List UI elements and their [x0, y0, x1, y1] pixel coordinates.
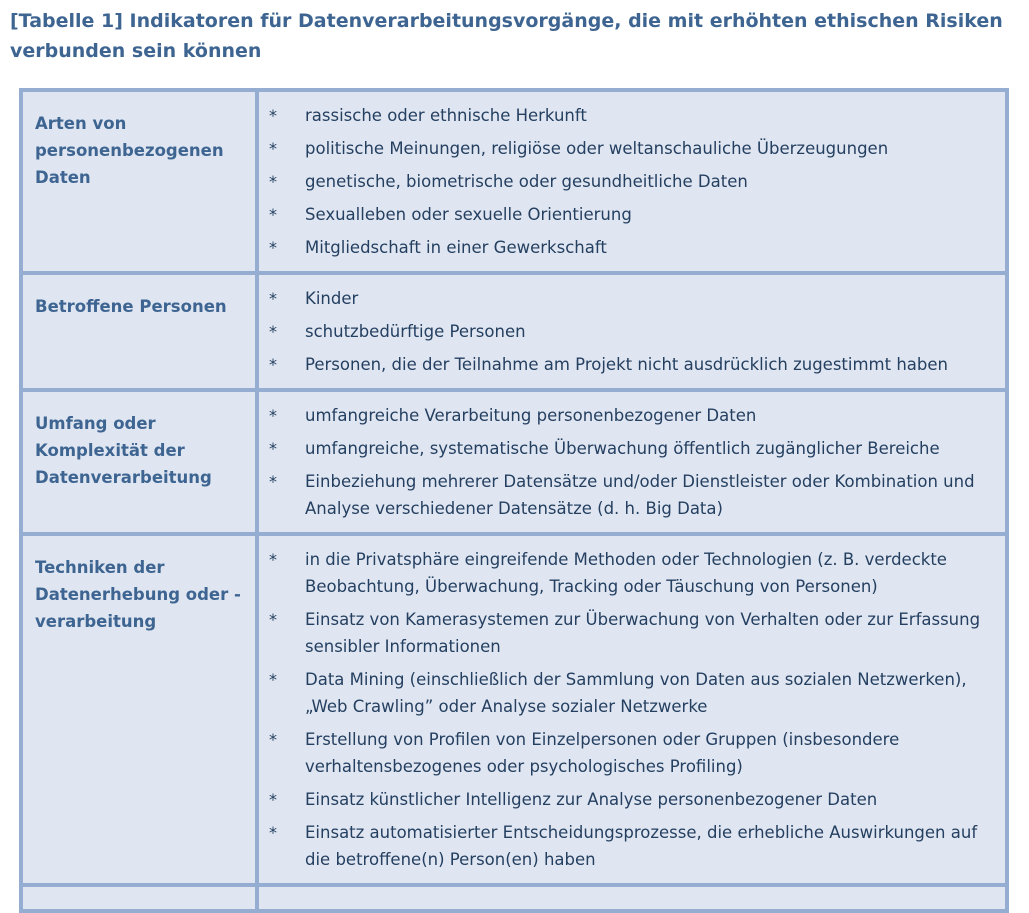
list-item	[259, 318, 995, 345]
list-item	[259, 135, 995, 162]
list-item	[259, 285, 995, 312]
list-item	[259, 201, 995, 228]
list-item	[259, 786, 995, 813]
table-title: [Tabelle 1] Indikatoren für Datenverarbeitungsvorgänge, die mit erhöhten ethischen Risiken verbunden sein können	[10, 10, 1003, 62]
indicator-list	[259, 102, 995, 261]
list-item	[259, 819, 995, 873]
list-item	[259, 351, 995, 378]
asterisk-bullet-icon: *	[269, 322, 277, 341]
asterisk-bullet-icon: *	[269, 823, 277, 842]
indicator-list	[259, 285, 995, 378]
list-item-text: Sexualleben oder sexuelle Orientierung	[305, 205, 632, 224]
list-item-text: Einsatz künstlicher Intelligenz zur Analyse personenbezogener Daten	[305, 790, 878, 809]
table-row	[23, 536, 1005, 883]
list-item-text: Data Mining (einschließlich der Sammlung von Daten aus sozialen Netzwerken), „Web Crawling” oder Analyse sozialer Netzwerke	[305, 670, 967, 716]
asterisk-bullet-icon: *	[269, 139, 277, 158]
list-item-text: umfangreiche, systematische Überwachung öffentlich zugänglicher Bereiche	[305, 439, 940, 458]
list-item-text: politische Meinungen, religiöse oder weltanschauliche Überzeugungen	[305, 139, 889, 158]
list-item	[259, 546, 995, 600]
indicator-list	[259, 546, 995, 873]
list-item	[259, 234, 995, 261]
asterisk-bullet-icon: *	[269, 355, 277, 374]
list-item	[259, 468, 995, 522]
list-item	[259, 606, 995, 660]
indicator-table-container	[19, 88, 1009, 888]
asterisk-bullet-icon: *	[269, 106, 277, 125]
list-item-text: rassische oder ethnische Herkunft	[305, 106, 587, 125]
asterisk-bullet-icon: *	[269, 289, 277, 308]
list-item-text: Personen, die der Teilnahme am Projekt nicht ausdrücklich zugestimmt haben	[305, 355, 948, 374]
row-category-label: Techniken der Datenerhebung oder -verarbeitung	[23, 536, 255, 883]
asterisk-bullet-icon: *	[269, 172, 277, 191]
row-indicator-cell	[259, 92, 1005, 271]
list-item-text: in die Privatsphäre eingreifende Methoden oder Technologien (z. B. verdeckte Beobachtung, Überwachung, Tracking oder Täuschung von Personen)	[305, 550, 947, 596]
indicator-table-body	[23, 92, 1005, 909]
asterisk-bullet-icon: *	[269, 205, 277, 224]
asterisk-bullet-icon: *	[269, 406, 277, 425]
table-row	[23, 275, 1005, 388]
list-item-text: Einbeziehung mehrerer Datensätze und/oder Dienstleister oder Kombination und Analyse verschiedener Datensätze (d. h. Big Data)	[305, 472, 975, 518]
asterisk-bullet-icon: *	[269, 550, 277, 569]
list-item	[259, 666, 995, 720]
list-item-text: Erstellung von Profilen von Einzelpersonen oder Gruppen (insbesondere verhaltensbezogenes oder psychologisches Profiling)	[305, 730, 900, 776]
indicator-list	[259, 402, 995, 522]
table-row	[23, 92, 1005, 271]
asterisk-bullet-icon: *	[269, 472, 277, 491]
list-item-text: Kinder	[305, 289, 359, 308]
list-item-text: Einsatz von Kamerasystemen zur Überwachung von Verhalten oder zur Erfassung sensibler Informationen	[305, 610, 981, 656]
list-item-text: schutzbedürftige Personen	[305, 322, 526, 341]
row-indicator-cell	[259, 275, 1005, 388]
row-indicator-cell	[259, 392, 1005, 532]
indicator-table	[19, 88, 1009, 913]
list-item	[259, 726, 995, 780]
list-item	[259, 102, 995, 129]
list-item	[259, 168, 995, 195]
row-category-label: Umfang oder Komplexität der Datenverarbeitung	[23, 392, 255, 532]
asterisk-bullet-icon: *	[269, 790, 277, 809]
empty-category-cell	[23, 887, 255, 909]
row-category-label: Betroffene Personen	[23, 275, 255, 388]
list-item	[259, 402, 995, 429]
asterisk-bullet-icon: *	[269, 610, 277, 629]
list-item-text: genetische, biometrische oder gesundheitliche Daten	[305, 172, 748, 191]
table-row-continuation	[23, 887, 1005, 909]
asterisk-bullet-icon: *	[269, 730, 277, 749]
list-item	[259, 435, 995, 462]
list-item-text: Mitgliedschaft in einer Gewerkschaft	[305, 238, 607, 257]
table-row	[23, 392, 1005, 532]
row-category-label: Arten von personenbezogenen Daten	[23, 92, 255, 271]
empty-indicator-cell	[259, 887, 1005, 909]
list-item-text: umfangreiche Verarbeitung personenbezogener Daten	[305, 406, 757, 425]
asterisk-bullet-icon: *	[269, 439, 277, 458]
row-indicator-cell	[259, 536, 1005, 883]
list-item-text: Einsatz automatisierter Entscheidungsprozesse, die erhebliche Auswirkungen auf die betroffene(n) Person(en) haben	[305, 823, 978, 869]
asterisk-bullet-icon: *	[269, 238, 277, 257]
asterisk-bullet-icon: *	[269, 670, 277, 689]
